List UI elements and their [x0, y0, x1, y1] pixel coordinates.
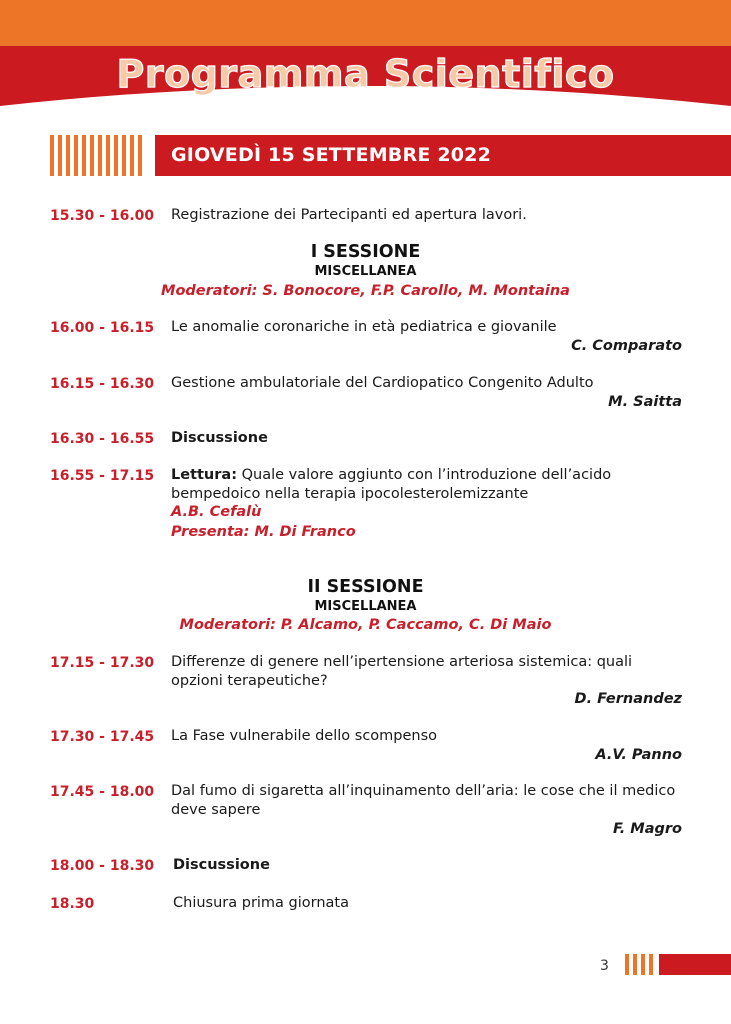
- lecture-title: Quale valore aggiunto con l’introduzione dell’acido bempedoico nella terapia ipocolesterolemizzante: [171, 467, 612, 502]
- program-item: Differenze di genere nell’ipertensione arteriosa sistemica: quali opzioni terapeutiche?: [171, 654, 633, 689]
- session-subtitle: MISCELLANEA: [314, 599, 417, 614]
- program-item: Discussione: [173, 857, 270, 873]
- time-slot: 18.30: [50, 896, 95, 912]
- time-slot: 16.00 - 16.15: [50, 320, 155, 336]
- speaker-name: D. Fernandez: [574, 691, 682, 707]
- speaker-name: F. Magro: [613, 821, 682, 837]
- speaker-name: M. Saitta: [608, 394, 682, 410]
- time-slot: 18.00 - 18.30: [50, 858, 155, 874]
- program-item: Chiusura prima giornata: [173, 895, 350, 911]
- time-slot: 17.45 - 18.00: [50, 784, 155, 800]
- time-slot: 16.15 - 16.30: [50, 376, 155, 392]
- program-item: Discussione: [171, 430, 268, 446]
- time-slot: 17.30 - 17.45: [50, 729, 155, 745]
- footer-stripes-decoration: [625, 954, 653, 975]
- time-slot: 16.30 - 16.55: [50, 431, 155, 447]
- page-title: Programma Scientifico: [116, 52, 615, 96]
- program-item: La Fase vulnerabile dello scompenso: [171, 728, 438, 744]
- header-orange-band: [0, 0, 731, 46]
- time-slot: 16.55 - 17.15: [50, 468, 155, 484]
- session-moderators: Moderatori: S. Bonocore, F.P. Carollo, M. Montaina: [161, 283, 570, 299]
- lecture-presenter: Presenta: M. Di Franco: [171, 524, 356, 540]
- program-item: Gestione ambulatoriale del Cardiopatico Congenito Adulto: [171, 375, 594, 391]
- speaker-name: A.V. Panno: [595, 747, 682, 763]
- session-moderators: Moderatori: P. Alcamo, P. Caccamo, C. Di Maio: [179, 617, 552, 633]
- program-item: Dal fumo di sigaretta all’inquinamento dell’aria: le cose che il medico deve sapere: [171, 783, 676, 818]
- time-slot: 15.30 - 16.00: [50, 208, 155, 224]
- speaker-name: C. Comparato: [571, 338, 682, 354]
- date-stripes-decoration: [50, 135, 142, 176]
- lecture-speaker: A.B. Cefalù: [171, 504, 262, 520]
- program-item: Le anomalie coronariche in età pediatrica e giovanile: [171, 319, 557, 335]
- session-title: I SESSIONE: [310, 242, 421, 262]
- program-item: [171, 466, 683, 504]
- footer-red-bar: [659, 954, 731, 975]
- session-title: II SESSIONE: [307, 577, 424, 597]
- lecture-label: Lettura:: [171, 467, 237, 483]
- page-number: 3: [600, 958, 609, 974]
- session-subtitle: MISCELLANEA: [314, 264, 417, 279]
- date-heading: GIOVEDÌ 15 SETTEMBRE 2022: [171, 144, 491, 166]
- time-slot: 17.15 - 17.30: [50, 655, 155, 671]
- program-item: Registrazione dei Partecipanti ed apertura lavori.: [171, 207, 527, 223]
